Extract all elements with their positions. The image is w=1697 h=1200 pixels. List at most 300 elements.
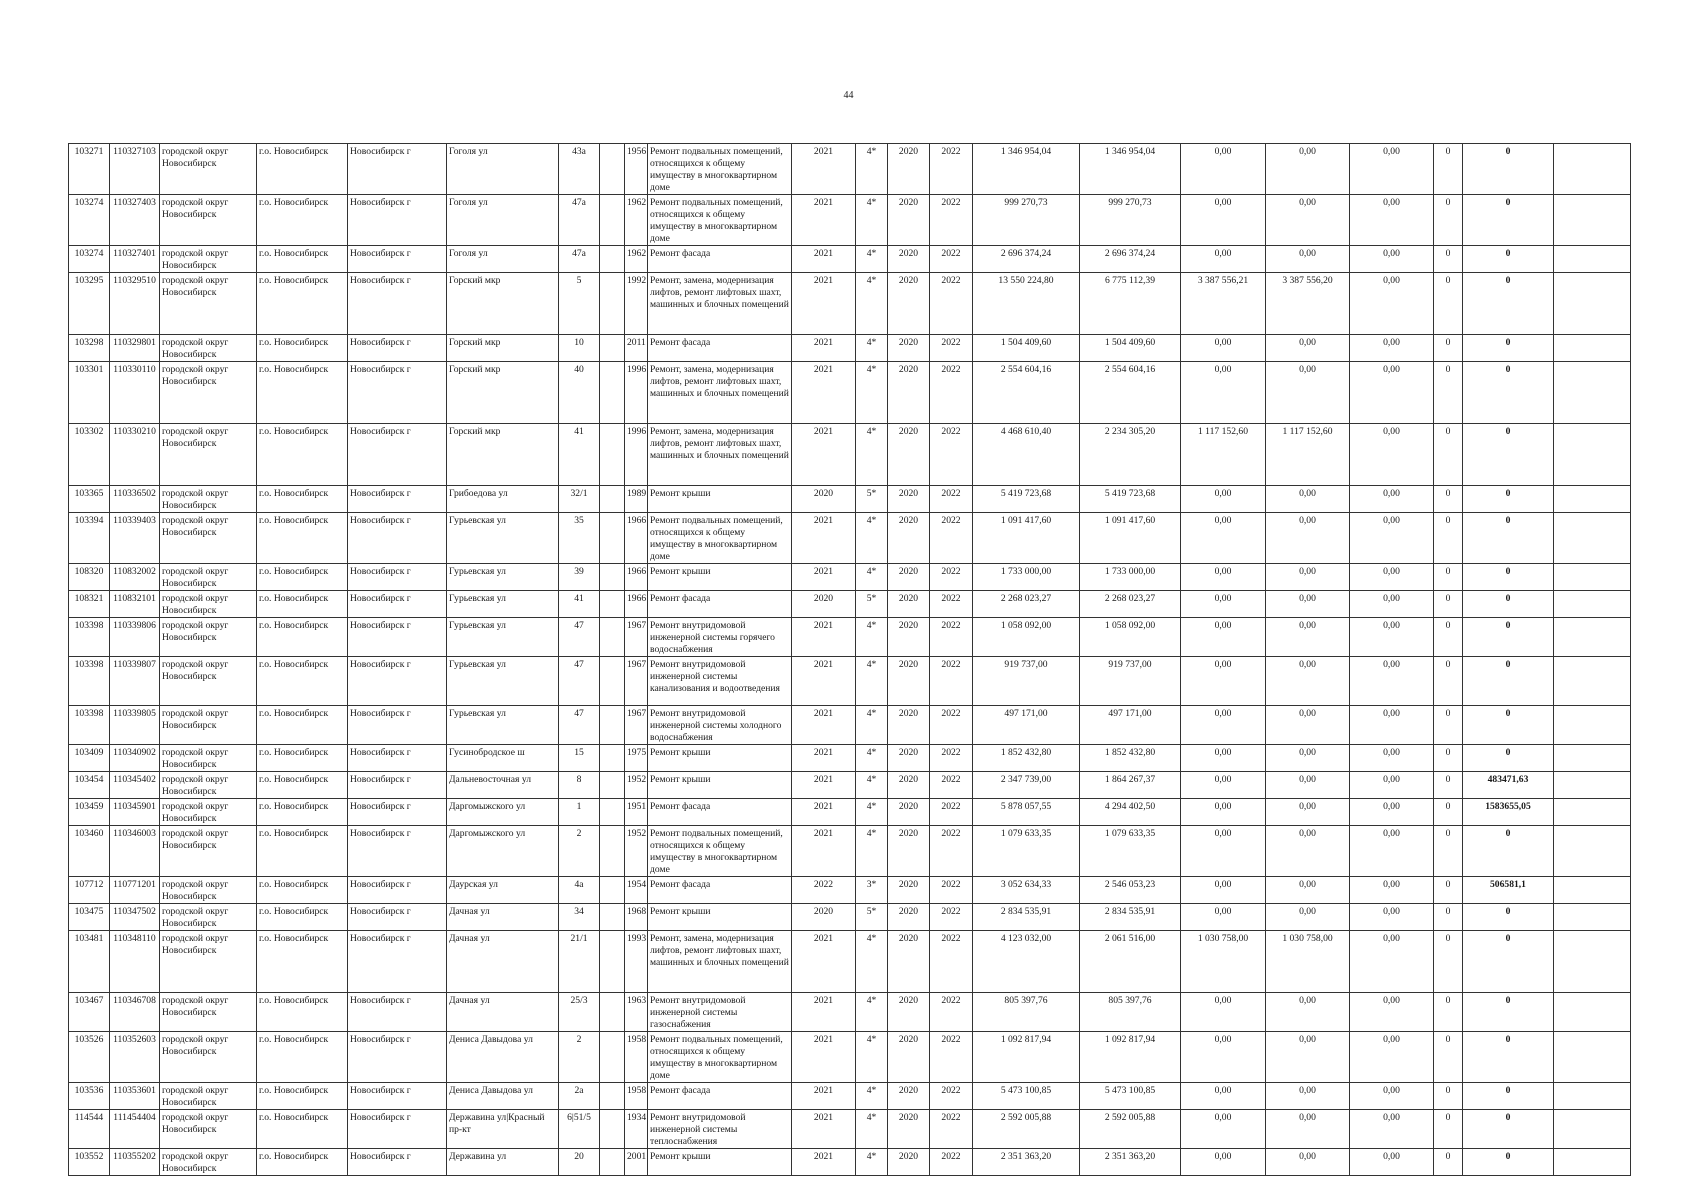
cell-object-code: 110355202 bbox=[110, 1149, 160, 1176]
cell-extra-zero: 0 bbox=[1434, 772, 1463, 799]
cell-object-code: 110330110 bbox=[110, 362, 160, 424]
cell-start-year: 2020 bbox=[888, 618, 930, 657]
cell-house-number: 47 bbox=[559, 706, 600, 745]
cell-total-cost: 2 554 604,16 bbox=[973, 362, 1080, 424]
cell-locality: Новосибирск г bbox=[348, 904, 447, 931]
cell-plan-year: 2021 bbox=[792, 362, 856, 424]
cell-object-code: 110330210 bbox=[110, 424, 160, 486]
cell-other-funds: 0,00 bbox=[1350, 424, 1434, 486]
cell-regional-budget: 0,00 bbox=[1181, 706, 1266, 745]
cell-note bbox=[1554, 1149, 1631, 1176]
cell-other-funds: 0,00 bbox=[1350, 745, 1434, 772]
cell-municipal-district: г.о. Новосибирск bbox=[257, 195, 348, 246]
cell-house-id: 107712 bbox=[69, 877, 110, 904]
cell-house-number: 2 bbox=[559, 826, 600, 877]
cell-housing-type bbox=[600, 799, 625, 826]
cell-priority: 5* bbox=[856, 591, 888, 618]
cell-priority: 4* bbox=[856, 1110, 888, 1149]
cell-locality: Новосибирск г bbox=[348, 772, 447, 799]
cell-house-id: 103475 bbox=[69, 904, 110, 931]
cell-end-year: 2022 bbox=[930, 424, 973, 486]
cell-extra-zero: 0 bbox=[1434, 1149, 1463, 1176]
cell-object-code: 110345901 bbox=[110, 799, 160, 826]
cell-house-id: 103301 bbox=[69, 362, 110, 424]
cell-plan-year: 2021 bbox=[792, 195, 856, 246]
cell-regional-budget: 0,00 bbox=[1181, 826, 1266, 877]
cell-municipality: городской округ Новосибирск bbox=[160, 335, 257, 362]
table-row bbox=[69, 904, 1631, 931]
cell-work-type: Ремонт, замена, модернизация лифтов, ремонт лифтовых шахт, машинных и блочных помещений bbox=[648, 273, 792, 335]
cell-start-year: 2020 bbox=[888, 246, 930, 273]
cell-start-year: 2020 bbox=[888, 273, 930, 335]
cell-regional-budget: 1 030 758,00 bbox=[1181, 931, 1266, 993]
cell-work-type: Ремонт, замена, модернизация лифтов, ремонт лифтовых шахт, машинных и блочных помещений bbox=[648, 931, 792, 993]
cell-note bbox=[1554, 993, 1631, 1032]
cell-fund-cost: 2 061 516,00 bbox=[1080, 931, 1181, 993]
cell-house-number: 35 bbox=[559, 513, 600, 564]
cell-priority: 4* bbox=[856, 1083, 888, 1110]
cell-priority: 4* bbox=[856, 618, 888, 657]
cell-housing-type bbox=[600, 513, 625, 564]
cell-locality: Новосибирск г bbox=[348, 424, 447, 486]
cell-other-funds: 0,00 bbox=[1350, 335, 1434, 362]
cell-house-id: 103409 bbox=[69, 745, 110, 772]
cell-end-year: 2022 bbox=[930, 362, 973, 424]
cell-start-year: 2020 bbox=[888, 993, 930, 1032]
table-row bbox=[69, 246, 1631, 273]
cell-end-year: 2022 bbox=[930, 799, 973, 826]
cell-plan-year: 2021 bbox=[792, 1149, 856, 1176]
cell-house-number: 47а bbox=[559, 246, 600, 273]
cell-local-budget: 0,00 bbox=[1266, 591, 1350, 618]
cell-locality: Новосибирск г bbox=[348, 1032, 447, 1083]
cell-house-id: 103271 bbox=[69, 144, 110, 195]
cell-object-code: 110327403 bbox=[110, 195, 160, 246]
cell-municipal-district: г.о. Новосибирск bbox=[257, 745, 348, 772]
cell-local-budget: 0,00 bbox=[1266, 362, 1350, 424]
cell-house-number: 32/1 bbox=[559, 486, 600, 513]
cell-local-budget: 0,00 bbox=[1266, 706, 1350, 745]
cell-locality: Новосибирск г bbox=[348, 745, 447, 772]
cell-other-funds: 0,00 bbox=[1350, 799, 1434, 826]
cell-start-year: 2020 bbox=[888, 486, 930, 513]
cell-municipality: городской округ Новосибирск bbox=[160, 486, 257, 513]
cell-total-cost: 1 079 633,35 bbox=[973, 826, 1080, 877]
cell-total-cost: 2 592 005,88 bbox=[973, 1110, 1080, 1149]
cell-end-year: 2022 bbox=[930, 144, 973, 195]
cell-regional-budget: 0,00 bbox=[1181, 335, 1266, 362]
cell-housing-type bbox=[600, 904, 625, 931]
cell-build-year: 1975 bbox=[625, 745, 648, 772]
cell-object-code: 110347502 bbox=[110, 904, 160, 931]
cell-total-cost: 1 092 817,94 bbox=[973, 1032, 1080, 1083]
cell-local-budget: 0,00 bbox=[1266, 877, 1350, 904]
cell-start-year: 2020 bbox=[888, 706, 930, 745]
cell-housing-type bbox=[600, 273, 625, 335]
cell-street: Даурская ул bbox=[447, 877, 559, 904]
cell-end-year: 2022 bbox=[930, 273, 973, 335]
cell-start-year: 2020 bbox=[888, 362, 930, 424]
cell-local-budget: 0,00 bbox=[1266, 246, 1350, 273]
cell-locality: Новосибирск г bbox=[348, 362, 447, 424]
cell-note bbox=[1554, 1083, 1631, 1110]
cell-local-budget: 0,00 bbox=[1266, 335, 1350, 362]
cell-end-year: 2022 bbox=[930, 745, 973, 772]
cell-priority: 4* bbox=[856, 745, 888, 772]
cell-end-year: 2022 bbox=[930, 1032, 973, 1083]
cell-local-budget: 0,00 bbox=[1266, 618, 1350, 657]
cell-total-cost: 5 419 723,68 bbox=[973, 486, 1080, 513]
cell-priority: 4* bbox=[856, 931, 888, 993]
cell-object-code: 110340902 bbox=[110, 745, 160, 772]
cell-municipal-district: г.о. Новосибирск bbox=[257, 931, 348, 993]
cell-other-funds: 0,00 bbox=[1350, 273, 1434, 335]
cell-other-funds: 0,00 bbox=[1350, 246, 1434, 273]
cell-house-id: 103274 bbox=[69, 246, 110, 273]
cell-fund-cost: 999 270,73 bbox=[1080, 195, 1181, 246]
cell-locality: Новосибирск г bbox=[348, 1083, 447, 1110]
cell-other-funds: 0,00 bbox=[1350, 513, 1434, 564]
cell-total-cost: 1 733 000,00 bbox=[973, 564, 1080, 591]
cell-owner-funds: 1583655,05 bbox=[1463, 799, 1554, 826]
table-row bbox=[69, 618, 1631, 657]
cell-extra-zero: 0 bbox=[1434, 486, 1463, 513]
cell-plan-year: 2021 bbox=[792, 1032, 856, 1083]
cell-municipal-district: г.о. Новосибирск bbox=[257, 362, 348, 424]
cell-note bbox=[1554, 362, 1631, 424]
cell-total-cost: 1 058 092,00 bbox=[973, 618, 1080, 657]
cell-street: Дениса Давыдова ул bbox=[447, 1083, 559, 1110]
cell-house-number: 25/3 bbox=[559, 993, 600, 1032]
cell-work-type: Ремонт подвальных помещений, относящихся к общему имуществу в многоквартирном доме bbox=[648, 826, 792, 877]
cell-work-type: Ремонт фасада bbox=[648, 335, 792, 362]
cell-build-year: 1967 bbox=[625, 706, 648, 745]
cell-municipal-district: г.о. Новосибирск bbox=[257, 1110, 348, 1149]
cell-note bbox=[1554, 772, 1631, 799]
cell-extra-zero: 0 bbox=[1434, 826, 1463, 877]
cell-municipal-district: г.о. Новосибирск bbox=[257, 657, 348, 706]
cell-build-year: 1963 bbox=[625, 993, 648, 1032]
cell-note bbox=[1554, 486, 1631, 513]
cell-start-year: 2020 bbox=[888, 591, 930, 618]
cell-extra-zero: 0 bbox=[1434, 1110, 1463, 1149]
cell-regional-budget: 1 117 152,60 bbox=[1181, 424, 1266, 486]
cell-regional-budget: 0,00 bbox=[1181, 486, 1266, 513]
cell-fund-cost: 2 592 005,88 bbox=[1080, 1110, 1181, 1149]
cell-priority: 4* bbox=[856, 1149, 888, 1176]
cell-object-code: 110346003 bbox=[110, 826, 160, 877]
cell-housing-type bbox=[600, 1083, 625, 1110]
cell-street: Гурьевская ул bbox=[447, 618, 559, 657]
cell-local-budget: 0,00 bbox=[1266, 772, 1350, 799]
cell-plan-year: 2020 bbox=[792, 486, 856, 513]
cell-object-code: 110771201 bbox=[110, 877, 160, 904]
cell-house-id: 103459 bbox=[69, 799, 110, 826]
cell-housing-type bbox=[600, 618, 625, 657]
cell-note bbox=[1554, 273, 1631, 335]
cell-street: Гурьевская ул bbox=[447, 706, 559, 745]
cell-total-cost: 5 473 100,85 bbox=[973, 1083, 1080, 1110]
cell-build-year: 1992 bbox=[625, 273, 648, 335]
cell-house-number: 47а bbox=[559, 195, 600, 246]
table-row bbox=[69, 195, 1631, 246]
cell-plan-year: 2021 bbox=[792, 706, 856, 745]
cell-municipal-district: г.о. Новосибирск bbox=[257, 772, 348, 799]
cell-house-number: 20 bbox=[559, 1149, 600, 1176]
cell-house-id: 103454 bbox=[69, 772, 110, 799]
cell-street: Гусинобродское ш bbox=[447, 745, 559, 772]
cell-housing-type bbox=[600, 772, 625, 799]
cell-priority: 4* bbox=[856, 772, 888, 799]
cell-other-funds: 0,00 bbox=[1350, 904, 1434, 931]
cell-municipality: городской округ Новосибирск bbox=[160, 826, 257, 877]
cell-owner-funds: 0 bbox=[1463, 195, 1554, 246]
cell-house-id: 114544 bbox=[69, 1110, 110, 1149]
cell-extra-zero: 0 bbox=[1434, 931, 1463, 993]
cell-priority: 4* bbox=[856, 362, 888, 424]
cell-municipal-district: г.о. Новосибирск bbox=[257, 424, 348, 486]
cell-housing-type bbox=[600, 591, 625, 618]
cell-locality: Новосибирск г bbox=[348, 335, 447, 362]
cell-house-id: 103467 bbox=[69, 993, 110, 1032]
cell-municipality: городской округ Новосибирск bbox=[160, 144, 257, 195]
cell-municipal-district: г.о. Новосибирск bbox=[257, 564, 348, 591]
cell-street: Даргомыжского ул bbox=[447, 799, 559, 826]
cell-house-number: 15 bbox=[559, 745, 600, 772]
cell-extra-zero: 0 bbox=[1434, 335, 1463, 362]
cell-municipality: городской округ Новосибирск bbox=[160, 1032, 257, 1083]
cell-house-id: 103295 bbox=[69, 273, 110, 335]
cell-start-year: 2020 bbox=[888, 335, 930, 362]
cell-other-funds: 0,00 bbox=[1350, 362, 1434, 424]
cell-housing-type bbox=[600, 931, 625, 993]
cell-extra-zero: 0 bbox=[1434, 877, 1463, 904]
table-row bbox=[69, 424, 1631, 486]
cell-total-cost: 2 268 023,27 bbox=[973, 591, 1080, 618]
cell-municipality: городской округ Новосибирск bbox=[160, 424, 257, 486]
cell-extra-zero: 0 bbox=[1434, 513, 1463, 564]
cell-note bbox=[1554, 144, 1631, 195]
cell-work-type: Ремонт подвальных помещений, относящихся к общему имуществу в многоквартирном доме bbox=[648, 144, 792, 195]
cell-plan-year: 2021 bbox=[792, 618, 856, 657]
table-row bbox=[69, 1149, 1631, 1176]
table-row bbox=[69, 745, 1631, 772]
cell-note bbox=[1554, 513, 1631, 564]
cell-housing-type bbox=[600, 144, 625, 195]
cell-note bbox=[1554, 195, 1631, 246]
cell-street: Дальневосточная ул bbox=[447, 772, 559, 799]
cell-build-year: 1958 bbox=[625, 1083, 648, 1110]
cell-locality: Новосибирск г bbox=[348, 657, 447, 706]
cell-regional-budget: 0,00 bbox=[1181, 564, 1266, 591]
cell-street: Гурьевская ул bbox=[447, 657, 559, 706]
cell-housing-type bbox=[600, 195, 625, 246]
cell-street: Горский мкр bbox=[447, 335, 559, 362]
cell-work-type: Ремонт фасада bbox=[648, 1083, 792, 1110]
cell-end-year: 2022 bbox=[930, 486, 973, 513]
cell-end-year: 2022 bbox=[930, 513, 973, 564]
cell-municipal-district: г.о. Новосибирск bbox=[257, 273, 348, 335]
cell-municipal-district: г.о. Новосибирск bbox=[257, 993, 348, 1032]
cell-total-cost: 1 346 954,04 bbox=[973, 144, 1080, 195]
cell-extra-zero: 0 bbox=[1434, 246, 1463, 273]
cell-object-code: 110339807 bbox=[110, 657, 160, 706]
cell-note bbox=[1554, 424, 1631, 486]
table-row bbox=[69, 657, 1631, 706]
cell-work-type: Ремонт, замена, модернизация лифтов, ремонт лифтовых шахт, машинных и блочных помещений bbox=[648, 362, 792, 424]
cell-build-year: 1993 bbox=[625, 931, 648, 993]
cell-municipality: городской округ Новосибирск bbox=[160, 362, 257, 424]
cell-regional-budget: 0,00 bbox=[1181, 513, 1266, 564]
cell-fund-cost: 5 419 723,68 bbox=[1080, 486, 1181, 513]
cell-regional-budget: 0,00 bbox=[1181, 362, 1266, 424]
cell-object-code: 110329510 bbox=[110, 273, 160, 335]
cell-end-year: 2022 bbox=[930, 1149, 973, 1176]
cell-object-code: 110339806 bbox=[110, 618, 160, 657]
cell-total-cost: 2 347 739,00 bbox=[973, 772, 1080, 799]
cell-locality: Новосибирск г bbox=[348, 826, 447, 877]
cell-extra-zero: 0 bbox=[1434, 362, 1463, 424]
cell-build-year: 1967 bbox=[625, 657, 648, 706]
cell-house-number: 43а bbox=[559, 144, 600, 195]
cell-municipality: городской округ Новосибирск bbox=[160, 513, 257, 564]
cell-other-funds: 0,00 bbox=[1350, 993, 1434, 1032]
cell-housing-type bbox=[600, 564, 625, 591]
cell-build-year: 1952 bbox=[625, 826, 648, 877]
cell-local-budget: 0,00 bbox=[1266, 657, 1350, 706]
cell-other-funds: 0,00 bbox=[1350, 1083, 1434, 1110]
cell-owner-funds: 0 bbox=[1463, 1032, 1554, 1083]
cell-local-budget: 0,00 bbox=[1266, 564, 1350, 591]
cell-priority: 4* bbox=[856, 335, 888, 362]
cell-street: Даргомыжского ул bbox=[447, 826, 559, 877]
cell-locality: Новосибирск г bbox=[348, 513, 447, 564]
cell-fund-cost: 1 079 633,35 bbox=[1080, 826, 1181, 877]
cell-priority: 4* bbox=[856, 564, 888, 591]
cell-regional-budget: 0,00 bbox=[1181, 904, 1266, 931]
table-row bbox=[69, 993, 1631, 1032]
table-row bbox=[69, 706, 1631, 745]
cell-owner-funds: 0 bbox=[1463, 335, 1554, 362]
cell-other-funds: 0,00 bbox=[1350, 486, 1434, 513]
cell-other-funds: 0,00 bbox=[1350, 877, 1434, 904]
cell-note bbox=[1554, 826, 1631, 877]
cell-start-year: 2020 bbox=[888, 195, 930, 246]
cell-owner-funds: 0 bbox=[1463, 1110, 1554, 1149]
cell-object-code: 110329801 bbox=[110, 335, 160, 362]
cell-street: Гоголя ул bbox=[447, 246, 559, 273]
cell-owner-funds: 0 bbox=[1463, 993, 1554, 1032]
cell-owner-funds: 0 bbox=[1463, 904, 1554, 931]
cell-build-year: 1956 bbox=[625, 144, 648, 195]
cell-municipality: городской округ Новосибирск bbox=[160, 706, 257, 745]
cell-locality: Новосибирск г bbox=[348, 1149, 447, 1176]
cell-local-budget: 0,00 bbox=[1266, 993, 1350, 1032]
table-row bbox=[69, 799, 1631, 826]
cell-municipal-district: г.о. Новосибирск bbox=[257, 513, 348, 564]
cell-house-number: 6|51/5 bbox=[559, 1110, 600, 1149]
cell-note bbox=[1554, 799, 1631, 826]
cell-work-type: Ремонт внутридомовой инженерной системы холодного водоснабжения bbox=[648, 706, 792, 745]
cell-fund-cost: 497 171,00 bbox=[1080, 706, 1181, 745]
cell-local-budget: 3 387 556,20 bbox=[1266, 273, 1350, 335]
cell-work-type: Ремонт подвальных помещений, относящихся к общему имуществу в многоквартирном доме bbox=[648, 195, 792, 246]
cell-house-id: 103394 bbox=[69, 513, 110, 564]
cell-priority: 4* bbox=[856, 993, 888, 1032]
cell-priority: 5* bbox=[856, 904, 888, 931]
cell-start-year: 2020 bbox=[888, 799, 930, 826]
cell-end-year: 2022 bbox=[930, 564, 973, 591]
cell-plan-year: 2021 bbox=[792, 246, 856, 273]
cell-total-cost: 1 091 417,60 bbox=[973, 513, 1080, 564]
cell-locality: Новосибирск г bbox=[348, 246, 447, 273]
cell-fund-cost: 1 504 409,60 bbox=[1080, 335, 1181, 362]
cell-end-year: 2022 bbox=[930, 335, 973, 362]
cell-build-year: 1952 bbox=[625, 772, 648, 799]
table-row bbox=[69, 362, 1631, 424]
cell-municipality: городской округ Новосибирск bbox=[160, 273, 257, 335]
cell-work-type: Ремонт крыши bbox=[648, 486, 792, 513]
cell-start-year: 2020 bbox=[888, 877, 930, 904]
cell-owner-funds: 0 bbox=[1463, 273, 1554, 335]
cell-house-id: 103481 bbox=[69, 931, 110, 993]
cell-other-funds: 0,00 bbox=[1350, 144, 1434, 195]
cell-regional-budget: 3 387 556,21 bbox=[1181, 273, 1266, 335]
cell-regional-budget: 0,00 bbox=[1181, 657, 1266, 706]
cell-house-id: 103274 bbox=[69, 195, 110, 246]
cell-owner-funds: 0 bbox=[1463, 144, 1554, 195]
cell-work-type: Ремонт крыши bbox=[648, 904, 792, 931]
cell-extra-zero: 0 bbox=[1434, 993, 1463, 1032]
cell-end-year: 2022 bbox=[930, 877, 973, 904]
cell-municipal-district: г.о. Новосибирск bbox=[257, 486, 348, 513]
cell-locality: Новосибирск г bbox=[348, 931, 447, 993]
cell-extra-zero: 0 bbox=[1434, 591, 1463, 618]
cell-housing-type bbox=[600, 1110, 625, 1149]
cell-work-type: Ремонт внутридомовой инженерной системы канализования и водоотведения bbox=[648, 657, 792, 706]
cell-house-number: 2 bbox=[559, 1032, 600, 1083]
cell-work-type: Ремонт, замена, модернизация лифтов, ремонт лифтовых шахт, машинных и блочных помещений bbox=[648, 424, 792, 486]
cell-total-cost: 999 270,73 bbox=[973, 195, 1080, 246]
table-row bbox=[69, 931, 1631, 993]
cell-housing-type bbox=[600, 335, 625, 362]
cell-municipal-district: г.о. Новосибирск bbox=[257, 618, 348, 657]
cell-owner-funds: 0 bbox=[1463, 745, 1554, 772]
cell-start-year: 2020 bbox=[888, 1083, 930, 1110]
cell-plan-year: 2021 bbox=[792, 424, 856, 486]
cell-regional-budget: 0,00 bbox=[1181, 1083, 1266, 1110]
cell-start-year: 2020 bbox=[888, 564, 930, 591]
cell-housing-type bbox=[600, 877, 625, 904]
cell-fund-cost: 1 733 000,00 bbox=[1080, 564, 1181, 591]
cell-local-budget: 0,00 bbox=[1266, 1032, 1350, 1083]
cell-build-year: 1966 bbox=[625, 513, 648, 564]
cell-locality: Новосибирск г bbox=[348, 1110, 447, 1149]
cell-house-number: 41 bbox=[559, 424, 600, 486]
cell-total-cost: 919 737,00 bbox=[973, 657, 1080, 706]
cell-municipality: городской округ Новосибирск bbox=[160, 1149, 257, 1176]
cell-priority: 4* bbox=[856, 144, 888, 195]
cell-priority: 4* bbox=[856, 246, 888, 273]
cell-municipality: городской округ Новосибирск bbox=[160, 799, 257, 826]
cell-owner-funds: 0 bbox=[1463, 564, 1554, 591]
cell-municipality: городской округ Новосибирск bbox=[160, 618, 257, 657]
cell-build-year: 1989 bbox=[625, 486, 648, 513]
cell-local-budget: 0,00 bbox=[1266, 513, 1350, 564]
cell-object-code: 110339403 bbox=[110, 513, 160, 564]
cell-work-type: Ремонт фасада bbox=[648, 246, 792, 273]
cell-owner-funds: 0 bbox=[1463, 424, 1554, 486]
